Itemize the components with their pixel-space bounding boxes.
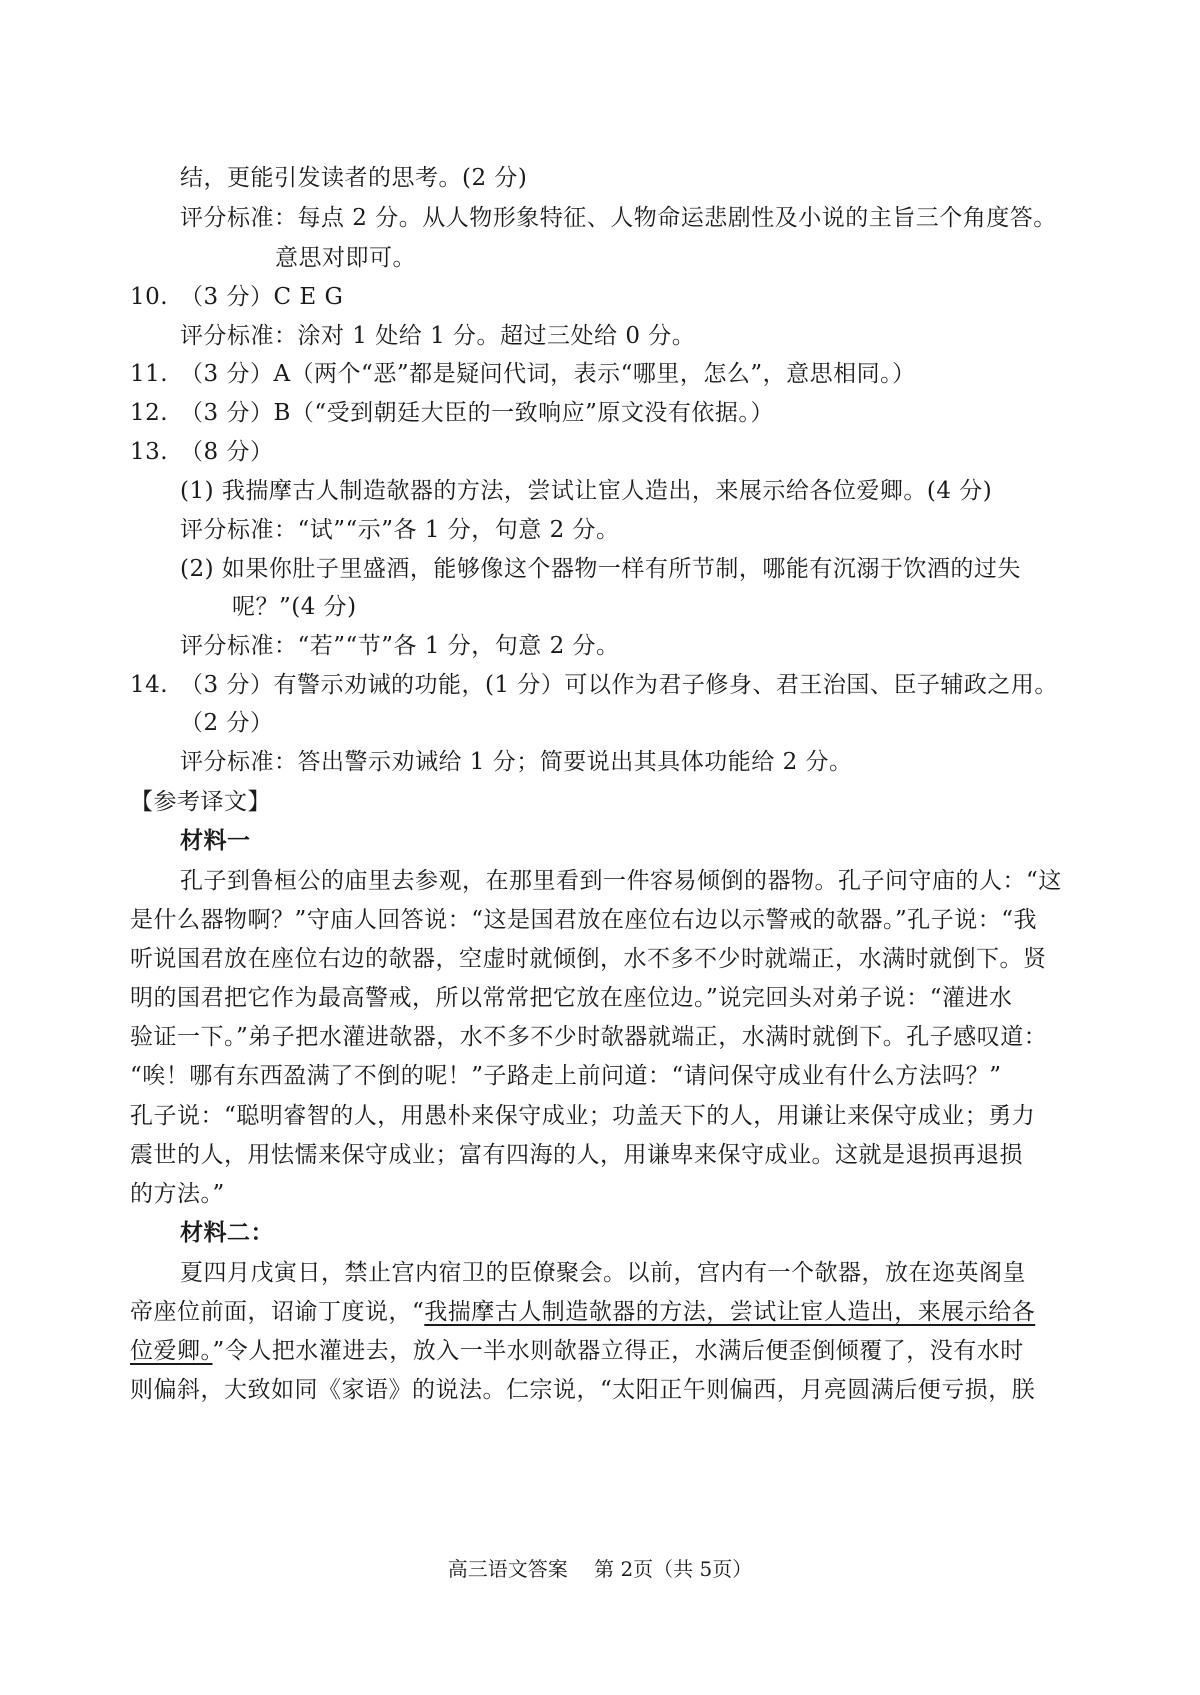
question-number: 11.: [130, 361, 169, 387]
sub-answer-2: (2) 如果你肚子里盛酒，能够像这个器物一样有所节制，哪能有沉溺于饮酒的过失: [180, 556, 1021, 582]
answer-text: （3 分）A（两个“恶”都是疑问代词，表示“哪里，怎么”，意思相同。）: [180, 361, 916, 387]
answer-text: （8 分）: [180, 439, 274, 465]
text-span: ”令人把水灌进去，放入一半水则欹器立得正，水满后便歪倒倾覆了，没有水时: [212, 1338, 1024, 1364]
text-line: （2 分）: [180, 710, 274, 736]
sub-answer-1: (1) 我揣摩古人制造欹器的方法，尝试让宦人造出，来展示给各位爱卿。(4 分): [180, 478, 993, 504]
question-number: 13.: [130, 439, 169, 465]
material-2-title: 材料二：: [180, 1219, 274, 1246]
answer-text: （3 分）有警示劝诫的功能，(1 分）可以作为君子修身、君王治国、臣子辅政之用。: [180, 672, 1058, 698]
paragraph-line: [130, 1297, 1035, 1327]
question-11: [130, 359, 916, 389]
paragraph-line: 明的国君把它作为最高警戒，所以常常把它放在座位边。”说完回头对弟子说：“灌进水: [130, 985, 1013, 1011]
material-1-title: 材料一: [180, 827, 251, 854]
paragraph-line: “唉！哪有东西盈满了不倒的呢！”子路走上前问道：“请问保守成业有什么方法吗？”: [130, 1063, 1002, 1089]
question-number: 12.: [130, 400, 169, 426]
question-number: 10.: [130, 284, 169, 310]
page-footer: 高三语文答案 第 2页（共 5页）: [447, 1557, 753, 1581]
paragraph-line: 孔子说：“聪明睿智的人，用愚朴来保守成业；功盖天下的人，用谦让来保守成业；勇力: [130, 1103, 1036, 1129]
paragraph-line: 孔子到鲁桓公的庙里去参观，在那里看到一件容易倾倒的器物。孔子问守庙的人：“这: [180, 868, 1062, 894]
paragraph-line: 震世的人，用怯懦来保守成业；富有四海的人，用谦卑来保守成业。这就是退损再退损: [130, 1142, 1023, 1168]
question-14: [130, 670, 1058, 700]
scoring-criteria-line: 评分标准：“若”“节”各 1 分，句意 2 分。: [180, 633, 620, 659]
paragraph-line: 听说国君放在座位右边的欹器，空虚时就倾倒，水不多不少时就端正，水满时就倒下。贤: [130, 946, 1047, 972]
answer-text: （3 分）C E G: [180, 284, 344, 310]
question-10: [130, 282, 343, 312]
paragraph-line: 验证一下。”弟子把水灌进欹器，水不多不少时欹器就端正，水满时就倒下。孔子感叹道：: [130, 1024, 1048, 1050]
underlined-sentence: 我揣摩古人制造欹器的方法，尝试让宦人造出，来展示给各: [424, 1299, 1036, 1325]
text-span: 帝座位前面，诏谕丁度说，“: [130, 1299, 425, 1325]
paragraph-line: 是什么器物啊？”守庙人回答说：“这是国君放在座位右边以示警戒的欹器。”孔子说：“我: [130, 907, 1038, 933]
question-12: [130, 398, 774, 428]
scoring-criteria-line: 评分标准：答出警示劝诫给 1 分；简要说出其具体功能给 2 分。: [180, 749, 853, 775]
scoring-criteria-line: 评分标准：涂对 1 处给 1 分。超过三处给 0 分。: [180, 323, 696, 349]
paragraph-line: [130, 1336, 1024, 1366]
scoring-criteria-line: 评分标准：“试”“示”各 1 分，句意 2 分。: [180, 517, 620, 543]
paragraph-line: 的方法。”: [130, 1181, 225, 1207]
scoring-criteria-line: 评分标准：每点 2 分。从人物形象特征、人物命运悲剧性及小说的主旨三个角度答。: [180, 205, 1057, 231]
reference-translation-header: 【参考译文】: [130, 789, 271, 815]
paragraph-line: 夏四月戊寅日，禁止宫内宿卫的臣僚聚会。以前，宫内有一个欹器，放在迩英阁皇: [180, 1260, 1026, 1286]
text-line: 结，更能引发读者的思考。(2 分): [180, 165, 528, 191]
paragraph-line: 则偏斜，大致如同《家语》的说法。仁宗说，“太阳正午则偏西，月亮圆满后便亏损，朕: [130, 1377, 1036, 1403]
text-line: 意思对即可。: [275, 245, 416, 271]
question-number: 14.: [130, 672, 169, 698]
answer-text: （3 分）B（“受到朝廷大臣的一致响应”原文没有依据。）: [180, 400, 774, 426]
underlined-sentence: 位爱卿。: [130, 1338, 213, 1364]
sub-answer-2-cont: 呢？”(4 分): [232, 594, 357, 620]
question-13: [130, 437, 273, 467]
